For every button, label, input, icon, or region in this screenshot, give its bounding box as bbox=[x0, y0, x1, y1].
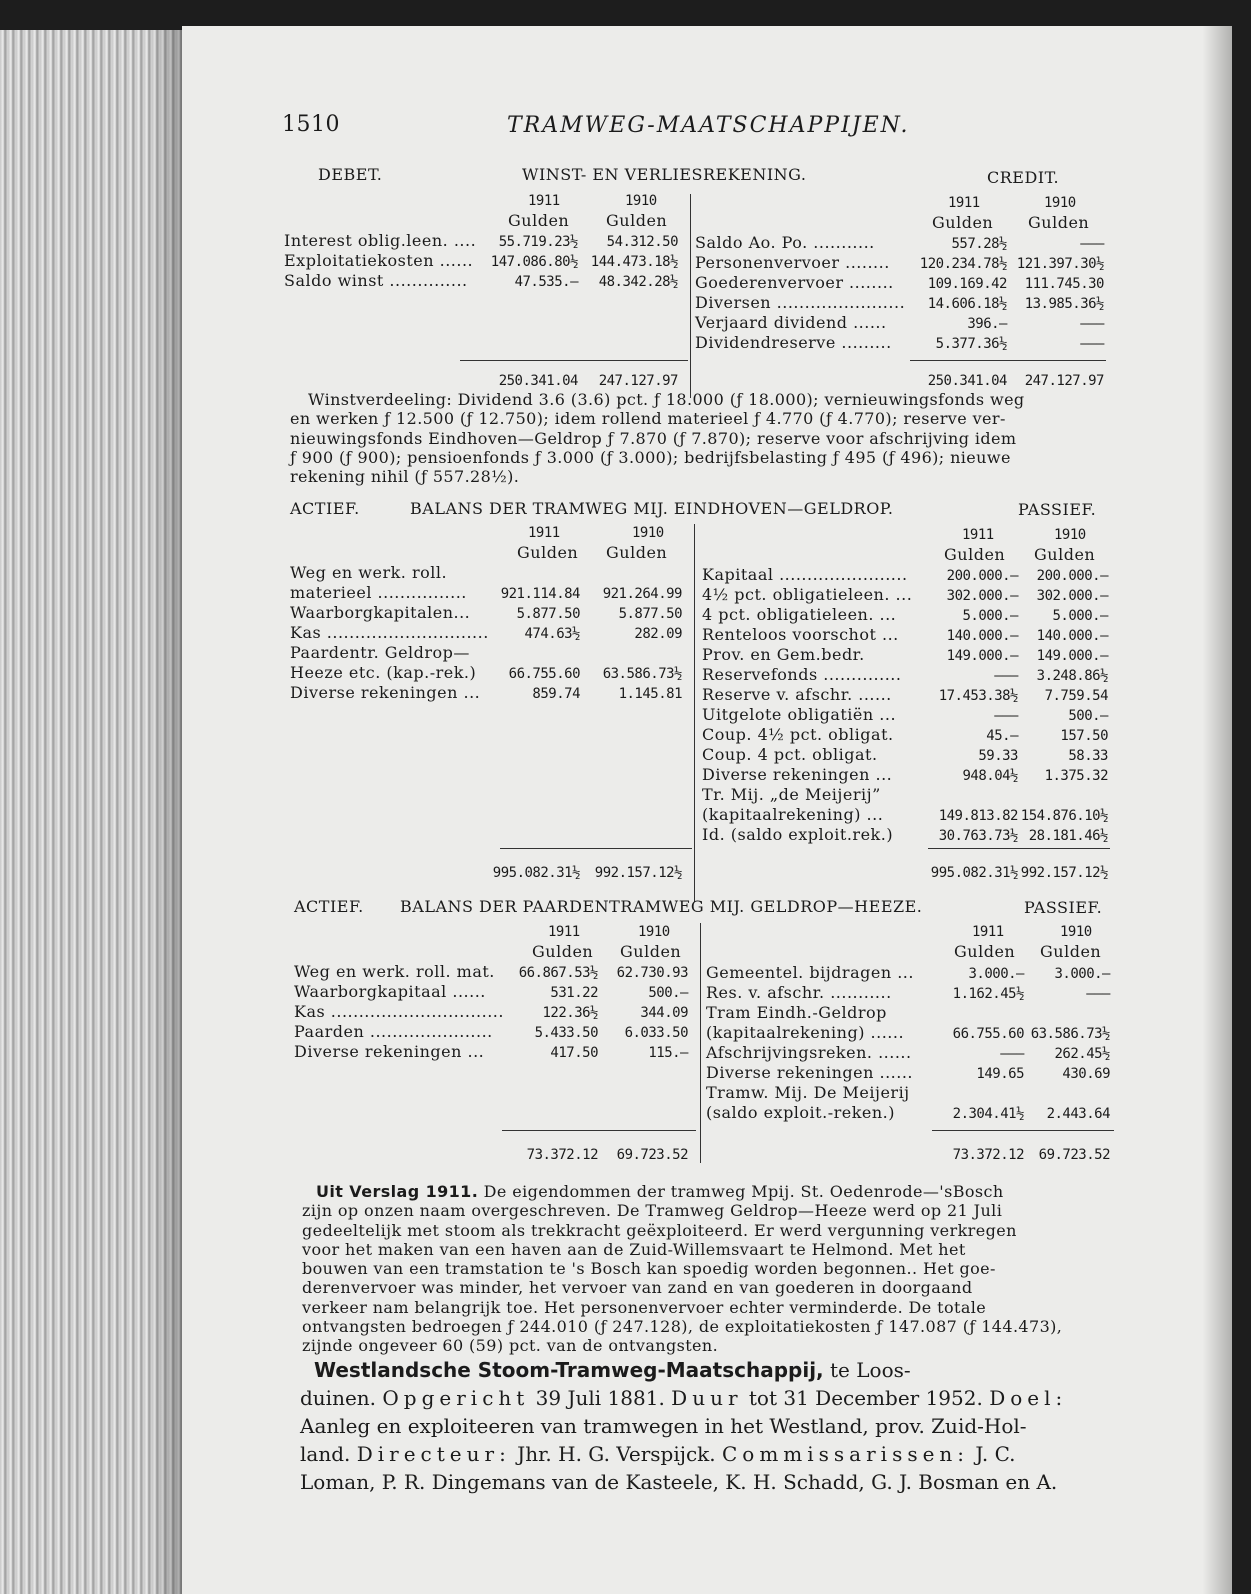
b1-total-right-1911: 995.082.31½ bbox=[930, 865, 1018, 881]
wv-left-total-rule bbox=[460, 360, 688, 361]
b2-right-1910: 63.586.73½ bbox=[1030, 1026, 1110, 1042]
wv-divider bbox=[690, 194, 691, 398]
text-line: Winstverdeeling: Dividend 3.6 (3.6) pct. ƒ 18.000 (ƒ 18.000); vernieuwingsfonds weg bbox=[308, 390, 1025, 409]
b1-left-1910: 5.877.50 bbox=[618, 606, 682, 622]
b1-right-label: Reserve v. afschr. ...... bbox=[702, 685, 892, 704]
b2-right-label: Afschrijvingsreken. ...... bbox=[706, 1043, 912, 1062]
b2-left-year-1910: 1910 bbox=[638, 924, 670, 940]
text-line: verkeer nam belangrijk toe. Het personenvervoer echter verminderde. De totale bbox=[302, 1297, 987, 1317]
wv-right-total-rule bbox=[910, 360, 1106, 361]
b2-left-1911: 531.22 bbox=[550, 985, 598, 1001]
wv-right-1910: ——— bbox=[1080, 316, 1104, 332]
wv-left-label: Saldo winst .............. bbox=[284, 271, 468, 290]
b2-left-label: Diverse rekeningen ... bbox=[294, 1042, 485, 1061]
b2-total-left-1910: 69.723.52 bbox=[616, 1147, 688, 1163]
wv-left-1910: 54.312.50 bbox=[606, 234, 678, 250]
b1-right-gulden-1910: Gulden bbox=[1034, 545, 1096, 564]
b1-right-label: Prov. en Gem.bedr. bbox=[702, 645, 865, 664]
b1-right-1911: ——— bbox=[994, 708, 1018, 724]
text-span: land. bbox=[300, 1442, 357, 1466]
b1-left-year-1911: 1911 bbox=[528, 525, 560, 541]
b2-left-1910: 62.730.93 bbox=[616, 965, 688, 981]
text-span: te Loos- bbox=[823, 1358, 911, 1382]
b2-left-label: Weg en werk. roll. mat. bbox=[294, 962, 495, 981]
wv-left-label: Interest oblig.leen. .... bbox=[284, 231, 477, 250]
b2-left-total-rule bbox=[502, 1130, 696, 1131]
b1-right-1911: 140.000.— bbox=[946, 628, 1018, 644]
b1-left-1911: 5.877.50 bbox=[516, 606, 580, 622]
b1-right-1910: 5.000.— bbox=[1052, 608, 1108, 624]
b1-left-1911: 921.114.84 bbox=[500, 586, 580, 602]
b1-right-1911: 200.000.— bbox=[946, 568, 1018, 584]
wv-left-1911: 47.535.— bbox=[514, 274, 578, 290]
wv-right-label: Verjaard dividend ...... bbox=[695, 313, 887, 332]
winstverdeeling-paragraph bbox=[290, 390, 1108, 486]
wv-left-gulden-1910: Gulden bbox=[606, 211, 668, 230]
b1-right-1910: 302.000.— bbox=[1036, 588, 1108, 604]
b1-right-label: Id. (saldo exploit.rek.) bbox=[702, 825, 894, 844]
b2-left-gulden-1911: Gulden bbox=[532, 942, 594, 961]
b1-right-1911: 59.33 bbox=[978, 748, 1018, 764]
text-line: bouwen van een tramstation te 's Bosch kan spoedig worden begonnen.. Het goe- bbox=[302, 1259, 996, 1279]
text-span: Jhr. H. G. Verspijck. bbox=[510, 1442, 722, 1466]
b2-right-gulden-1911: Gulden bbox=[954, 942, 1016, 961]
b2-total-right-1911: 73.372.12 bbox=[952, 1147, 1024, 1163]
b2-right-1911: 3.000.— bbox=[968, 966, 1024, 982]
b2-right-gulden-1910: Gulden bbox=[1040, 942, 1102, 961]
b1-left-label: Kas ............................. bbox=[290, 623, 489, 642]
b2-right-1910: 2.443.64 bbox=[1046, 1106, 1110, 1122]
b2-left-1910: 344.09 bbox=[640, 1005, 688, 1021]
text-span: J. C. bbox=[969, 1442, 1016, 1466]
wv-left-year-1910: 1910 bbox=[625, 193, 657, 209]
b1-left-1910: 1.145.81 bbox=[618, 686, 682, 702]
b2-left-1911: 417.50 bbox=[550, 1045, 598, 1061]
b1-right-year-1911: 1911 bbox=[962, 527, 994, 543]
wv-debet-label: DEBET. bbox=[318, 165, 383, 184]
wv-right-1911: 14.606.18½ bbox=[927, 296, 1007, 312]
b1-right-1911: 302.000.— bbox=[946, 588, 1018, 604]
wv-total-left-1911: 250.341.04 bbox=[498, 373, 578, 389]
b1-left-label: Diverse rekeningen ... bbox=[290, 683, 481, 702]
b1-right-label: Kapitaal ....................... bbox=[702, 565, 908, 584]
b2-right-label: (kapitaalrekening) ...... bbox=[706, 1023, 905, 1042]
b2-divider bbox=[700, 923, 701, 1163]
wv-title: WINST- EN VERLIESREKENING. bbox=[522, 165, 807, 184]
b1-right-gulden-1911: Gulden bbox=[944, 545, 1006, 564]
wv-right-1910: ——— bbox=[1080, 336, 1104, 352]
b2-right-1910: 262.45½ bbox=[1054, 1046, 1110, 1062]
text-span: 39 Juli 1881. bbox=[529, 1386, 672, 1410]
b2-right-1910: ——— bbox=[1086, 986, 1110, 1002]
wv-right-gulden-1911: Gulden bbox=[932, 213, 994, 232]
b1-passief-label: PASSIEF. bbox=[1018, 500, 1097, 519]
b1-right-1911: 30.763.73½ bbox=[938, 828, 1018, 844]
b2-right-label: (saldo exploit.-reken.) bbox=[706, 1103, 896, 1122]
westland-entry bbox=[300, 1356, 1130, 1496]
b1-left-1911: 66.755.60 bbox=[508, 666, 580, 682]
wv-total-left-1910: 247.127.97 bbox=[598, 373, 678, 389]
b1-left-1911: 859.74 bbox=[532, 686, 580, 702]
b2-right-year-1910: 1910 bbox=[1060, 924, 1092, 940]
b1-right-label: Renteloos voorschot ... bbox=[702, 625, 899, 644]
b2-right-label: Diverse rekeningen ...... bbox=[706, 1063, 913, 1082]
b2-right-1911: 149.65 bbox=[976, 1066, 1024, 1082]
b2-right-total-rule bbox=[932, 1130, 1114, 1131]
b2-left-1910: 500.— bbox=[648, 985, 688, 1001]
b2-left-label: Kas ............................... bbox=[294, 1002, 504, 1021]
wv-left-year-1911: 1911 bbox=[528, 193, 560, 209]
wv-right-1911: 120.234.78½ bbox=[919, 256, 1007, 272]
text-line: zijn op onzen naam overgeschreven. De Tramweg Geldrop—Heeze werd op 21 Juli bbox=[302, 1201, 1003, 1221]
b2-right-label: Tram Eindh.-Geldrop bbox=[706, 1003, 887, 1022]
wv-right-label: Goederenvervoer ........ bbox=[695, 273, 894, 292]
wv-right-1911: 396.— bbox=[967, 316, 1007, 332]
b2-left-gulden-1910: Gulden bbox=[620, 942, 682, 961]
b1-left-year-1910: 1910 bbox=[632, 525, 664, 541]
b2-right-1911: 66.755.60 bbox=[952, 1026, 1024, 1042]
b2-right-1911: 1.162.45½ bbox=[952, 986, 1024, 1002]
text-line bbox=[302, 1182, 1114, 1201]
wv-total-right-1910: 247.127.97 bbox=[1024, 373, 1104, 389]
b1-right-1910: 500.— bbox=[1068, 708, 1108, 724]
wv-right-year-1910: 1910 bbox=[1044, 195, 1076, 211]
company-name: Westlandsche Stoom-Tramweg-Maatschappij, bbox=[314, 1358, 824, 1382]
b1-total-left-1911: 995.082.31½ bbox=[492, 865, 580, 881]
text-line: Loman, P. R. Dingemans van de Kasteele, K. H. Schadd, G. J. Bosman en A. bbox=[300, 1470, 1058, 1494]
text-line: en werken ƒ 12.500 (ƒ 12.750); idem rollend materieel ƒ 4.770 (ƒ 4.770); reserve ver- bbox=[290, 409, 1006, 429]
b1-left-total-rule bbox=[500, 848, 692, 849]
page-edge-shadow bbox=[1202, 26, 1232, 1594]
b2-right-1910: 430.69 bbox=[1062, 1066, 1110, 1082]
b1-right-label: Coup. 4 pct. obligat. bbox=[702, 745, 878, 764]
text-line bbox=[300, 1440, 1130, 1468]
wv-right-label: Saldo Ao. Po. ........... bbox=[695, 233, 875, 252]
wv-left-gulden-1911: Gulden bbox=[508, 211, 570, 230]
wv-left-1910: 48.342.28½ bbox=[598, 274, 678, 290]
text-line: ƒ 900 (ƒ 900); pensioenfonds ƒ 3.000 (ƒ 3.000); bedrijfsbelasting ƒ 495 (ƒ 496); nieuwe bbox=[290, 447, 1011, 467]
b1-right-1911: 149.000.— bbox=[946, 648, 1018, 664]
doel-label: Doel: bbox=[989, 1386, 1068, 1410]
b1-right-1911: 17.453.38½ bbox=[938, 688, 1018, 704]
verslag-lead: Uit Verslag 1911. bbox=[316, 1182, 479, 1201]
b2-right-label: Tramw. Mij. De Meijerij bbox=[706, 1083, 910, 1102]
b1-right-label: Diverse rekeningen ... bbox=[702, 765, 893, 784]
b2-left-1911: 66.867.53½ bbox=[518, 965, 598, 981]
commissarissen-label: Commissarissen: bbox=[721, 1442, 970, 1466]
b1-title: BALANS DER TRAMWEG MIJ. EINDHOVEN—GELDROP. bbox=[410, 499, 894, 518]
b2-total-right-1910: 69.723.52 bbox=[1038, 1147, 1110, 1163]
verslag-first-line: De eigendommen der tramweg Mpij. St. Oedenrode—'sBosch bbox=[478, 1182, 1004, 1201]
b1-right-1910: 157.50 bbox=[1060, 728, 1108, 744]
b2-left-1910: 6.033.50 bbox=[624, 1025, 688, 1041]
wv-right-1910: 13.985.36½ bbox=[1024, 296, 1104, 312]
opgericht-label: Opgericht bbox=[382, 1386, 530, 1410]
b2-actief-label: ACTIEF. bbox=[294, 897, 364, 916]
b1-left-label: Weg en werk. roll. bbox=[290, 563, 448, 582]
text-line: nieuwingsfonds Eindhoven—Geldrop ƒ 7.870 (ƒ 7.870); reserve voor afschrijving idem bbox=[290, 428, 1017, 448]
text-line: gedeeltelijk met stoom als trekkracht geëxploiteerd. Er werd vergunning verkregen bbox=[302, 1220, 1017, 1240]
wv-left-label: Exploitatiekosten ...... bbox=[284, 251, 474, 270]
wv-credit-label: CREDIT. bbox=[987, 168, 1060, 187]
b1-right-1910: 58.33 bbox=[1068, 748, 1108, 764]
b2-right-label: Gemeentel. bijdragen ... bbox=[706, 963, 914, 982]
text-line: derenvervoer was minder, het vervoer van zand en van goederen in doorgaand bbox=[302, 1278, 973, 1298]
b1-right-1910: 140.000.— bbox=[1036, 628, 1108, 644]
text-line: ontvangsten bedroegen ƒ 244.010 (ƒ 247.128), de exploitatiekosten ƒ 147.087 (ƒ 144.473), bbox=[302, 1317, 1063, 1337]
b2-left-label: Paarden ...................... bbox=[294, 1022, 493, 1041]
text-line: rekening nihil (ƒ 557.28½). bbox=[290, 467, 520, 487]
b2-left-1911: 122.36½ bbox=[542, 1005, 598, 1021]
b1-right-1911: ——— bbox=[994, 668, 1018, 684]
wv-right-1911: 5.377.36½ bbox=[935, 336, 1007, 352]
b2-left-label: Waarborgkapitaal ...... bbox=[294, 982, 486, 1001]
b1-left-gulden-1911: Gulden bbox=[517, 543, 579, 562]
b1-right-1911: 5.000.— bbox=[962, 608, 1018, 624]
text-line: Aanleg en exploiteeren van tramwegen in het Westland, prov. Zuid-Hol- bbox=[300, 1414, 1027, 1438]
b1-right-total-rule bbox=[928, 848, 1110, 849]
book-page bbox=[182, 26, 1232, 1594]
b2-right-year-1911: 1911 bbox=[972, 924, 1004, 940]
b2-left-1910: 115.— bbox=[648, 1045, 688, 1061]
text-line bbox=[300, 1356, 1130, 1384]
b1-right-1911: 149.813.82 bbox=[938, 808, 1018, 824]
b1-right-year-1910: 1910 bbox=[1054, 527, 1086, 543]
text-line bbox=[300, 1384, 1130, 1412]
wv-right-gulden-1910: Gulden bbox=[1028, 213, 1090, 232]
wv-left-1911: 55.719.23½ bbox=[498, 234, 578, 250]
wv-right-label: Personenvervoer ........ bbox=[695, 253, 890, 272]
b1-left-label: Heeze etc. (kap.-rek.) bbox=[290, 663, 477, 682]
b2-total-left-1911: 73.372.12 bbox=[526, 1147, 598, 1163]
b1-left-1910: 282.09 bbox=[634, 626, 682, 642]
b1-left-gulden-1910: Gulden bbox=[606, 543, 668, 562]
wv-right-1911: 109.169.42 bbox=[927, 276, 1007, 292]
b2-right-label: Res. v. afschr. ........... bbox=[706, 983, 892, 1002]
b1-left-1910: 921.264.99 bbox=[602, 586, 682, 602]
duur-label: Duur bbox=[671, 1386, 743, 1410]
b2-title: BALANS DER PAARDENTRAMWEG MIJ. GELDROP—HEEZE. bbox=[400, 897, 923, 916]
b1-left-1910: 63.586.73½ bbox=[602, 666, 682, 682]
b1-left-label: Waarborgkapitalen... bbox=[290, 603, 471, 622]
wv-right-label: Diversen ....................... bbox=[695, 293, 906, 312]
b1-right-1910: 154.876.10½ bbox=[1020, 808, 1108, 824]
b1-left-1911: 474.63½ bbox=[524, 626, 580, 642]
wv-right-label: Dividendreserve ......... bbox=[695, 333, 892, 352]
b1-right-label: Reservefonds .............. bbox=[702, 665, 902, 684]
b1-right-1911: 45.— bbox=[986, 728, 1018, 744]
b1-right-1910: 1.375.32 bbox=[1044, 768, 1108, 784]
b1-right-1910: 149.000.— bbox=[1036, 648, 1108, 664]
text-line: voor het maken van een haven aan de Zuid-Willemsvaart te Helmond. Met het bbox=[302, 1239, 966, 1259]
b2-left-year-1911: 1911 bbox=[548, 924, 580, 940]
wv-right-1910: 121.397.30½ bbox=[1016, 256, 1104, 272]
b2-left-1911: 5.433.50 bbox=[534, 1025, 598, 1041]
b1-right-1910: 3.248.86½ bbox=[1036, 668, 1108, 684]
text-line: zijnde ongeveer 60 (59) pct. van de ontvangsten. bbox=[302, 1336, 719, 1356]
wv-total-right-1911: 250.341.04 bbox=[927, 373, 1007, 389]
b1-right-1911: 948.04½ bbox=[962, 768, 1018, 784]
b1-right-label: Uitgelote obligatiën ... bbox=[702, 705, 897, 724]
running-head: TRAMWEG-MAATSCHAPPIJEN. bbox=[507, 113, 910, 138]
b1-left-label: Paardentr. Geldrop— bbox=[290, 643, 470, 662]
wv-right-year-1911: 1911 bbox=[948, 195, 980, 211]
b1-right-label: Tr. Mij. „de Meijerij” bbox=[702, 785, 881, 804]
b1-divider bbox=[694, 524, 695, 902]
b2-right-1910: 3.000.— bbox=[1054, 966, 1110, 982]
wv-right-1911: 557.28½ bbox=[951, 236, 1007, 252]
b1-right-1910: 200.000.— bbox=[1036, 568, 1108, 584]
b2-right-1911: 2.304.41½ bbox=[952, 1106, 1024, 1122]
text-span: tot 31 December 1952. bbox=[742, 1386, 990, 1410]
b1-right-label: 4 pct. obligatieleen. ... bbox=[702, 605, 897, 624]
b1-total-right-1910: 992.157.12½ bbox=[1020, 865, 1108, 881]
wv-left-1910: 144.473.18½ bbox=[590, 254, 678, 270]
b2-right-1911: ——— bbox=[1000, 1046, 1024, 1062]
wv-right-1910: ——— bbox=[1080, 236, 1104, 252]
b1-left-label: materieel ................ bbox=[290, 583, 467, 602]
text-span: duinen. bbox=[300, 1386, 383, 1410]
b1-actief-label: ACTIEF. bbox=[290, 499, 360, 518]
page-number: 1510 bbox=[282, 112, 340, 137]
b1-right-label: (kapitaalrekening) ... bbox=[702, 805, 884, 824]
verslag-paragraph bbox=[302, 1182, 1114, 1356]
b2-passief-label: PASSIEF. bbox=[1024, 898, 1103, 917]
wv-right-1910: 111.745.30 bbox=[1024, 276, 1104, 292]
b1-total-left-1910: 992.157.12½ bbox=[594, 865, 682, 881]
b1-right-1910: 28.181.46½ bbox=[1028, 828, 1108, 844]
b1-right-label: 4½ pct. obligatieleen. ... bbox=[702, 585, 913, 604]
wv-left-1911: 147.086.80½ bbox=[490, 254, 578, 270]
b1-right-label: Coup. 4½ pct. obligat. bbox=[702, 725, 894, 744]
b1-right-1910: 7.759.54 bbox=[1044, 688, 1108, 704]
directeur-label: Directeur: bbox=[356, 1442, 511, 1466]
